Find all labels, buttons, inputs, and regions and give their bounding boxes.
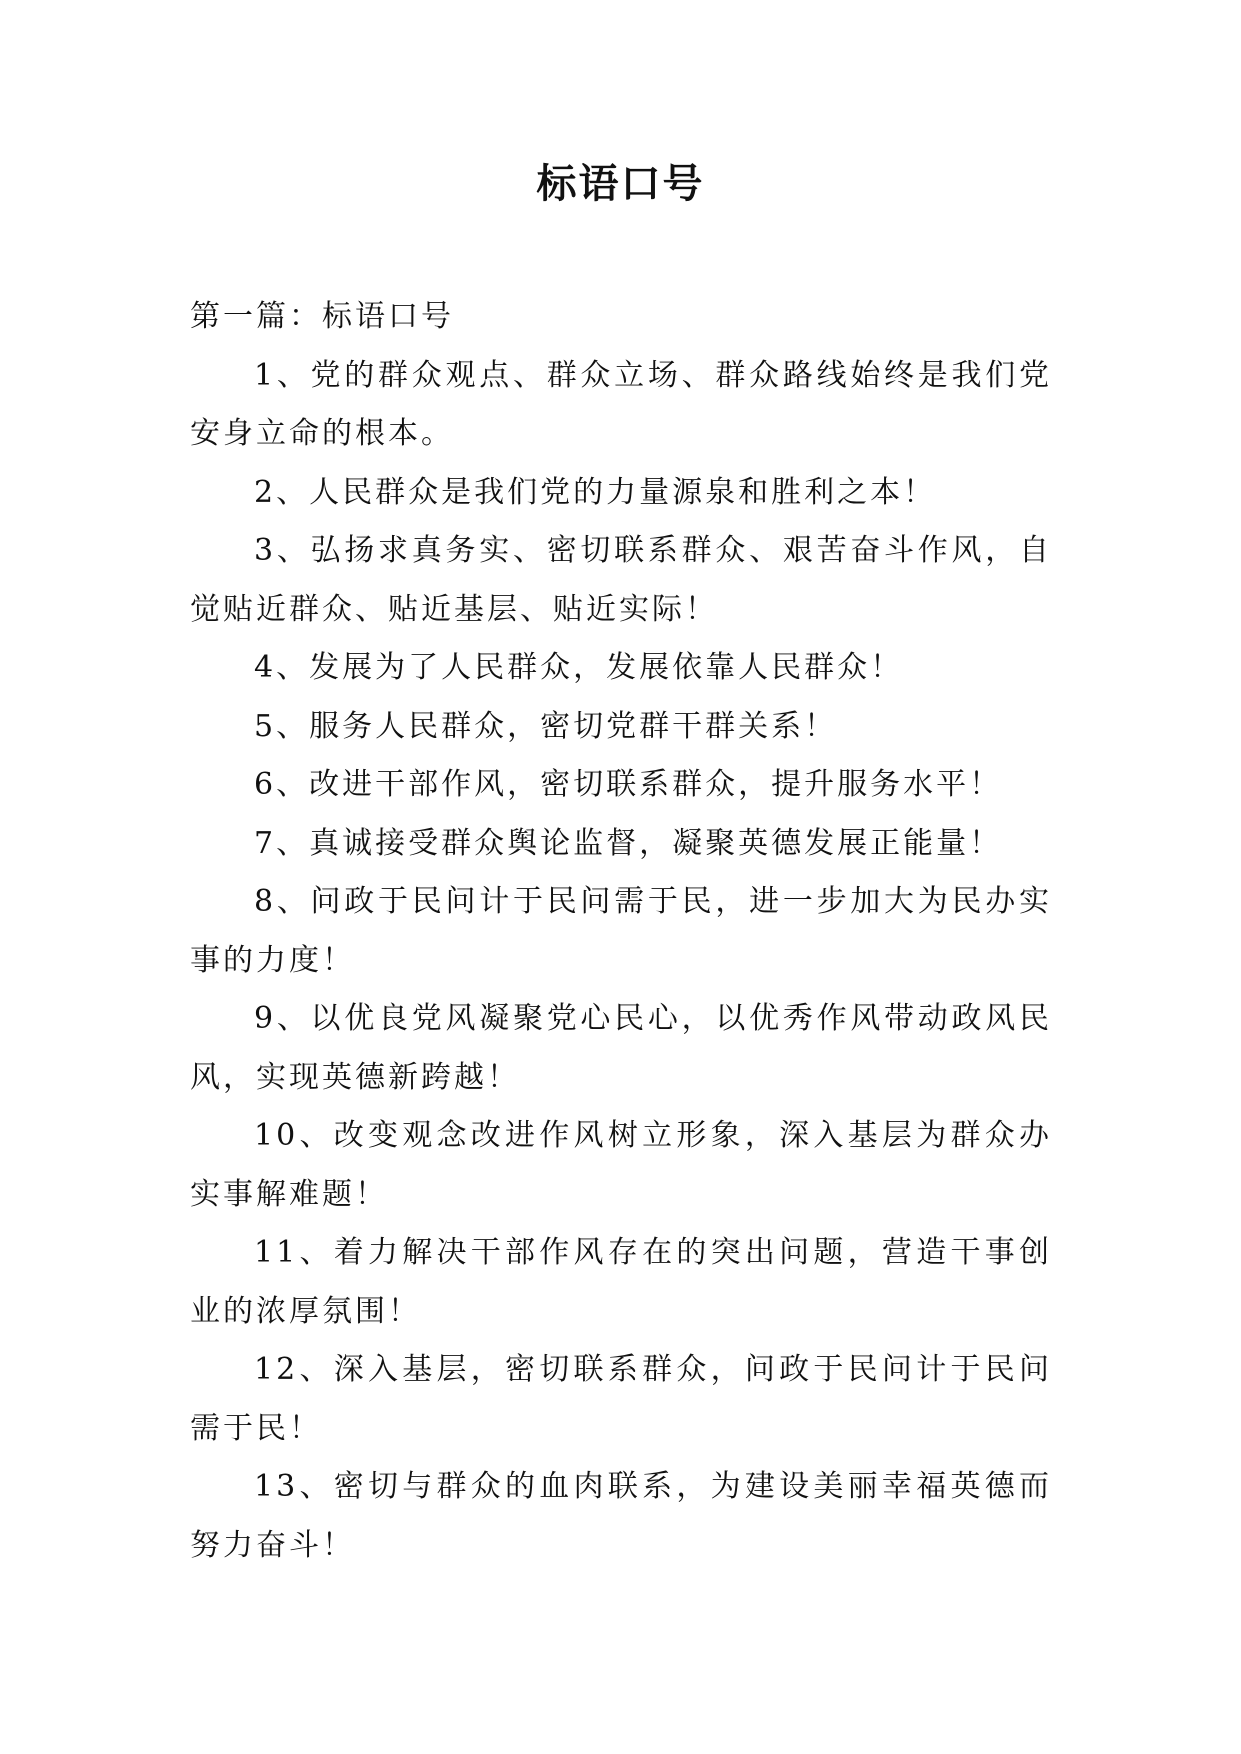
slogan-12: 12、深入基层，密切联系群众，问政于民问计于民问需于民！: [190, 1352, 1052, 1446]
slogan-8: 8、问政于民问计于民问需于民，进一步加大为民办实事的力度！: [190, 884, 1052, 978]
slogan-9: 9、以优良党风凝聚党心民心，以优秀作风带动政风民风，实现英德新跨越！: [190, 1001, 1052, 1095]
slogan-3: 3、弘扬求真务实、密切联系群众、艰苦奋斗作风，自觉贴近群众、贴近基层、贴近实际！: [190, 533, 1052, 627]
slogan-7: 7、真诚接受群众舆论监督，凝聚英德发展正能量！: [254, 825, 1003, 861]
slogan-11: 11、着力解决干部作风存在的突出问题，营造干事创业的浓厚氛围！: [190, 1235, 1052, 1329]
slogan-13: 13、密切与群众的血肉联系，为建设美丽幸福英德而努力奋斗！: [190, 1469, 1052, 1563]
slogan-6: 6、改进干部作风，密切联系群众，提升服务水平！: [254, 767, 1003, 802]
section-heading: 第一篇：标语口号: [190, 299, 454, 334]
document-title: 标语口号: [536, 160, 705, 207]
slogan-1: 1、党的群众观点、群众立场、群众路线始终是我们党安身立命的根本。: [190, 357, 1052, 451]
slogan-2: 2、人民群众是我们党的力量源泉和胜利之本！: [254, 474, 937, 510]
slogan-5: 5、服务人民群众，密切党群干群关系！: [254, 708, 838, 744]
slogan-4: 4、发展为了人民群众，发展依靠人民群众！: [254, 650, 904, 685]
document-body: [190, 288, 1052, 1575]
slogan-10: 10、改变观念改进作风树立形象，深入基层为群众办实事解难题！: [190, 1118, 1052, 1212]
